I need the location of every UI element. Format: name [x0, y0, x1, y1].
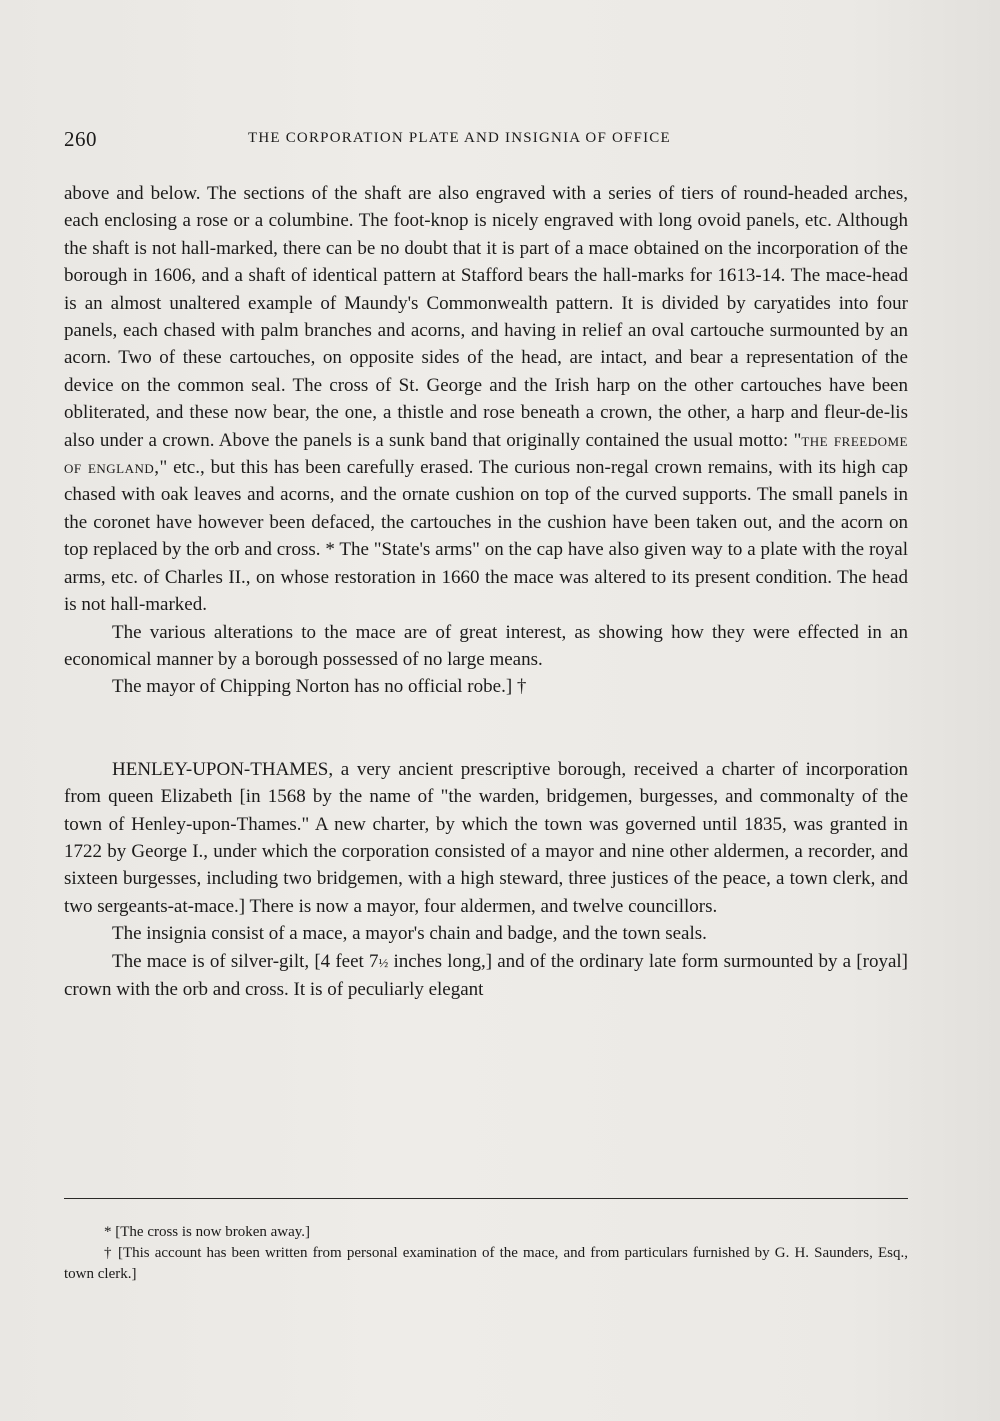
- footnote-asterisk: * [The cross is now broken away.]: [104, 1224, 311, 1240]
- paragraph-henley-mace: The mace is of silver-gilt, [4 feet 7½ inches long,] and of the ordinary late form surmounted by a [royal] crown with the orb and cross. It is of peculiarly elegant: [64, 950, 908, 1000]
- paragraph-insignia: The insignia consist of a mace, a mayor's chain and badge, and the town seals.: [112, 923, 707, 945]
- section-break: [64, 701, 908, 756]
- fraction: ½: [378, 954, 389, 970]
- motto: the freedome of england,: [64, 429, 908, 479]
- footnote-divider: [64, 1198, 908, 1199]
- section-heading-henley: HENLEY-UPON-THAMES,: [112, 758, 334, 780]
- page-number: 260: [64, 127, 97, 151]
- paragraph-robe: The mayor of Chipping Norton has no official robe.] †: [112, 676, 527, 698]
- running-head: [64, 127, 908, 153]
- paragraph-mace-description: above and below. The sections of the shaft are also engraved with a series of tiers of round-headed arches, each enclosing a rose or a columbine. The foot-knop is nicely engraved with long ovoid panels, etc. Although the shaft is not hall-marked, there can be no doubt that it is part of a mace obtained on the incorporation of the borough in 1606, and a shaft of identical pattern at Stafford bears the hall-marks for 1613-14. The mace-head is an almost unaltered example of Maundy's Commonwealth pattern. It is divided by caryatides into four panels, each chased with palm branches and acorns, and having in relief an oval cartouche surmounted by an acorn. Two of these cartouches, on opposite sides of the head, are intact, and bear a representation of the device on the common seal. The cross of St. George and the Irish harp on the other cartouches have been obliterated, and these now bear, the one, a thistle and rose beneath a crown, the other, a harp and fleur-de-lis also under a crown. Above the panels is a sunk band that originally contained the usual motto: "the freedome of england," etc., but this has been carefully erased. The curious non-regal crown remains, with its high cap chased with oak leaves and acorns, and the ornate cushion on top of the curved supports. The small panels in the coronet have however been defaced, the cartouches in the cushion have been taken out, and the acorn on top replaced by the orb and cross. * The "State's arms" on the cap have also given way to a plate with the royal arms, etc. of Charles II., on whose restoration in 1660 the mace was altered to its present condition. The head is not hall-marked.: [64, 183, 908, 616]
- paragraph-henley: HENLEY-UPON-THAMES, a very ancient prescriptive borough, received a charter of incorporation from queen Elizabeth [in 1568 by the name of "the warden, bridgemen, burgesses, and commonalty of the town of Henley-upon-Thames." A new charter, by which the town was governed until 1835, was granted in 1722 by George I., under which the corporation consisted of a mayor and nine other aldermen, a recorder, and sixteen burgesses, including two bridgemen, with a high steward, three justices of the peace, a town clerk, and two sergeants-at-mace.] There is now a mayor, four aldermen, and twelve councillors.: [64, 758, 908, 917]
- footnotes: [64, 1222, 908, 1285]
- running-title: THE CORPORATION PLATE AND INSIGNIA OF OFFICE: [248, 130, 671, 146]
- main-text: [64, 180, 908, 1003]
- paragraph-alterations: The various alterations to the mace are of great interest, as showing how they were effected in an economical manner by a borough possessed of no large means.: [64, 621, 908, 670]
- footnote-dagger: † [This account has been written from personal examination of the mace, and from particulars furnished by G. H. Saunders, Esq., town clerk.]: [64, 1245, 908, 1282]
